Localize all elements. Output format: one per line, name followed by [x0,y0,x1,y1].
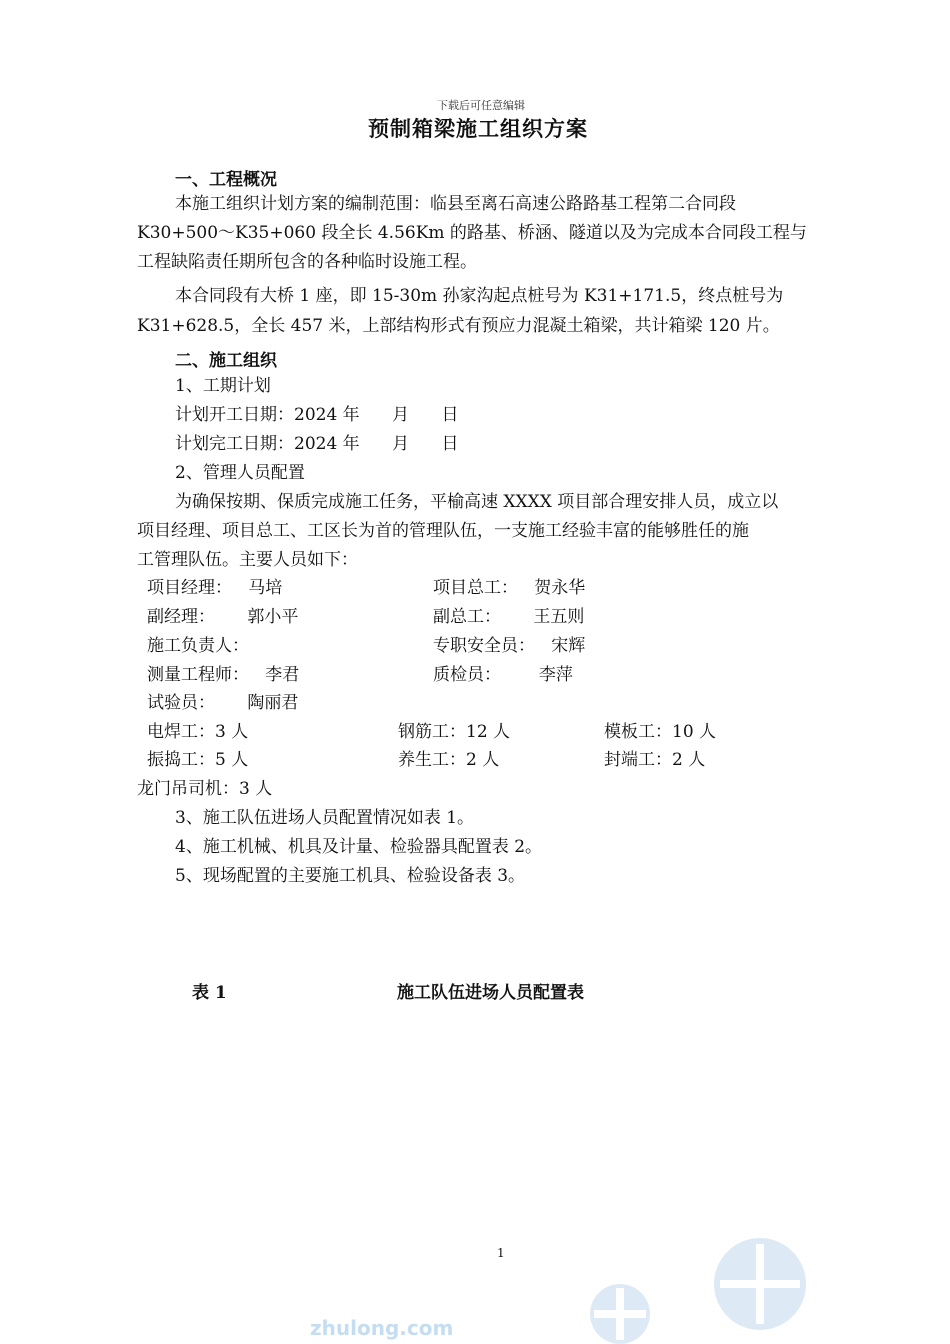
section1-para2-line2: K31+628.5，全长 457 米，上部结构形式有预应力混凝土箱梁，共计箱梁 120 片。 [137,316,780,336]
worker-rebar: 钢筋工：12 人 [398,722,511,742]
start-date: 计划开工日期：2024 年 月 日 [175,405,459,425]
worker-formwork: 模板工：10 人 [604,722,717,742]
staff-row-2-right: 副总工： 王五则 [433,607,585,627]
staff-row-2-left: 副经理： 郭小平 [147,607,299,627]
staff-row-4-left: 测量工程师： 李君 [147,665,300,685]
worker-curing: 养生工：2 人 [398,750,500,770]
item-5: 5、现场配置的主要施工机具、检验设备表 3。 [175,866,526,886]
header-note: 下载后可任意编辑 [437,99,525,112]
section1-heading: 一、工程概况 [175,170,277,190]
schedule-item: 1、工期计划 [175,376,271,396]
section1-para2-line1: 本合同段有大桥 1 座，即 15-30m 孙家沟起点桩号为 K31+171.5，终点桩号为 [175,286,784,306]
watermark-text: zhulong.com [310,1316,454,1340]
item-3: 3、施工队伍进场人员配置情况如表 1。 [175,808,475,828]
worker-sealing: 封端工：2 人 [604,750,706,770]
staffing-item: 2、管理人员配置 [175,463,305,483]
staff-row-3-right: 专职安全员： 宋辉 [433,636,586,656]
staff-row-5-left: 试验员： 陶丽君 [147,693,299,713]
item-4: 4、施工机械、机具及计量、检验器具配置表 2。 [175,837,543,857]
staffing-para-line3: 工管理队伍。主要人员如下： [137,550,358,570]
page-number: 1 [497,1246,505,1260]
staff-row-3-left: 施工负责人： [147,636,249,656]
section1-para1-line1: 本施工组织计划方案的编制范围：临县至离石高速公路路基工程第二合同段 [175,194,736,214]
table1-caption: 施工队伍进场人员配置表 [397,983,584,1003]
watermark-snowflake-icon [580,1214,840,1344]
section1-para1-line2: K30+500～K35+060 段全长 4.56Km 的路基、桥涵、隧道以及为完成本合同段工程与 [137,223,807,243]
section1-para1-line3: 工程缺陷责任期所包含的各种临时设施工程。 [137,252,477,272]
staffing-para-line2: 项目经理、项目总工、工区长为首的管理队伍，一支施工经验丰富的能够胜任的施 [137,521,749,541]
end-date: 计划完工日期：2024 年 月 日 [175,434,459,454]
table1-label: 表 1 [192,983,227,1003]
staff-row-1-right: 项目总工： 贺永华 [433,578,586,598]
section2-heading: 二、施工组织 [175,351,277,371]
staff-row-4-right: 质检员： 李萍 [433,665,573,685]
worker-crane: 龙门吊司机：3 人 [137,779,273,799]
staffing-para-line1: 为确保按期、保质完成施工任务，平榆高速 XXXX 项目部合理安排人员，成立以 [175,492,779,512]
document-title: 预制箱梁施工组织方案 [368,116,588,141]
staff-row-1-left: 项目经理： 马培 [147,578,283,598]
worker-welder: 电焊工：3 人 [147,722,249,742]
worker-vibrator: 振捣工：5 人 [147,750,249,770]
